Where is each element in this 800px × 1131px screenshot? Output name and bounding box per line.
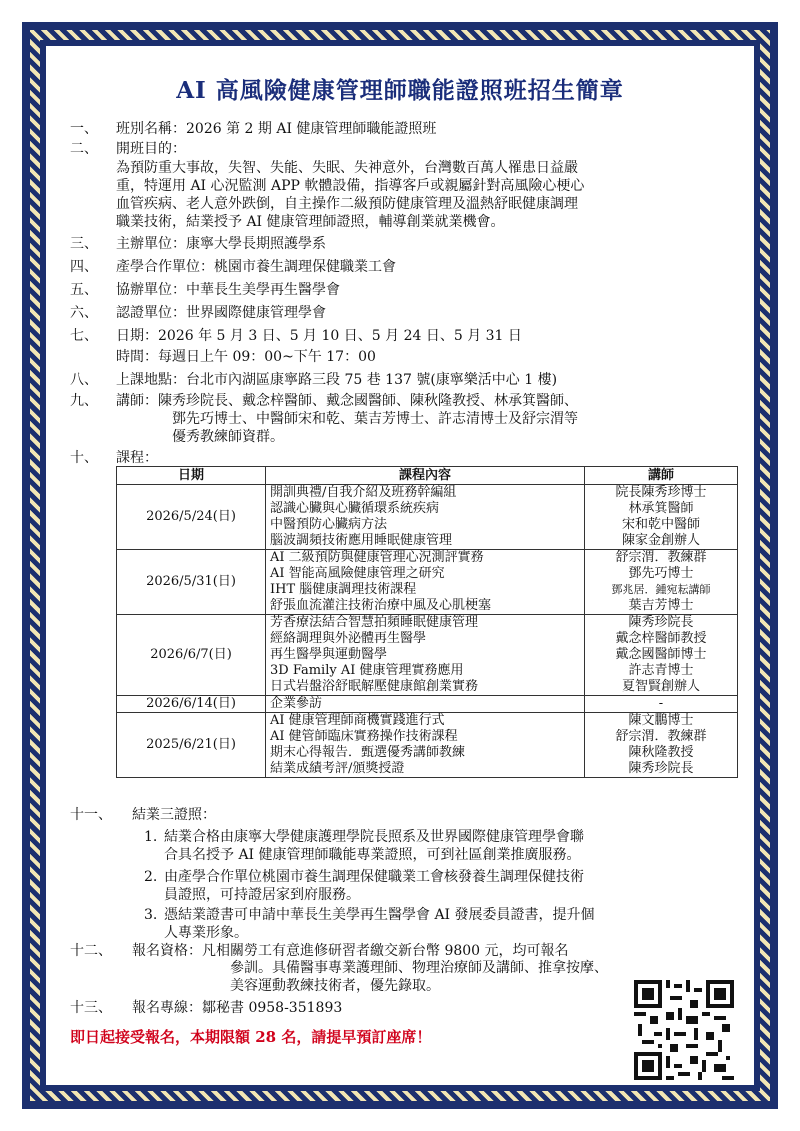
row-teacher xyxy=(585,615,738,696)
item-12-num: 十二、 xyxy=(70,943,112,959)
row-teacher xyxy=(585,696,738,713)
row-date: 2026/6/14(日) xyxy=(117,696,266,713)
teacher-item: 院長陳秀珍博士 xyxy=(615,485,707,500)
item-11-num: 十一、 xyxy=(70,807,112,823)
qr-code-icon[interactable] xyxy=(634,980,734,1080)
item-4-num: 四、 xyxy=(70,259,98,275)
course-table xyxy=(116,466,738,778)
item-5-text: 協辦單位：中華長生美學再生醫學會 xyxy=(116,282,340,298)
course-item: 認識心臟與心臟循環系統疾病 xyxy=(270,501,440,516)
teacher-item: 陳家金創辦人 xyxy=(621,533,700,548)
header-teacher: 講師 xyxy=(585,467,738,485)
table-row xyxy=(117,696,738,713)
cert-1-num: 1. xyxy=(144,829,158,845)
document-title: AI 高風險健康管理師職能證照班招生簡章 xyxy=(176,77,624,104)
course-item: AI 健管師臨床實務操作技術課程 xyxy=(270,729,458,744)
item-2-num: 二、 xyxy=(70,141,98,157)
item-11-text: 結業三證照： xyxy=(132,807,216,823)
item-13-num: 十三、 xyxy=(70,1000,112,1016)
teacher-item: 舒宗渭．教練群 xyxy=(615,550,707,565)
teacher-item: - xyxy=(658,696,664,711)
table-row xyxy=(117,550,738,615)
teacher-item: 葉吉芳博士 xyxy=(628,598,694,613)
item-6-num: 六、 xyxy=(70,305,98,321)
course-item: 中醫預防心臟病方法 xyxy=(270,517,388,532)
row-date: 2026/5/31(日) xyxy=(117,550,266,615)
row-content xyxy=(266,550,585,615)
teacher-item: 夏智賢創辦人 xyxy=(621,679,700,694)
item-7-date: 日期：2026 年 5 月 3 日、5 月 10 日、5 月 24 日、5 月 31 日 xyxy=(116,328,522,344)
item-9-line-2: 優秀教練師資群。 xyxy=(172,429,284,445)
teacher-item: 陳秋隆教授 xyxy=(628,745,694,760)
row-date: 2026/5/24(日) xyxy=(117,485,266,550)
course-item: 再生醫學與運動醫學 xyxy=(270,647,388,662)
cert-3-line-2: 人專業形象。 xyxy=(164,925,248,941)
teacher-item: 陳文鵬博士 xyxy=(628,713,694,728)
teacher-item: 林承箕醫師 xyxy=(628,501,694,516)
item-3-text: 主辦單位：康寧大學長期照護學系 xyxy=(116,236,326,252)
row-date: 2026/6/7(日) xyxy=(117,615,266,696)
row-content xyxy=(266,615,585,696)
course-item: 結業成績考評/頒獎授證 xyxy=(270,761,405,776)
row-content xyxy=(266,713,585,778)
item-8-text: 上課地點：台北市內湖區康寧路三段 75 巷 137 號(康寧樂活中心 1 樓) xyxy=(116,372,558,388)
item-10-num: 十、 xyxy=(70,450,98,466)
teacher-item: 宋和乾中醫師 xyxy=(621,517,700,532)
course-item: 舒張血流灌注技術治療中風及心肌梗塞 xyxy=(270,598,492,613)
teacher-item: 舒宗渭．教練群 xyxy=(615,729,707,744)
row-content xyxy=(266,485,585,550)
table-row xyxy=(117,713,738,778)
item-9-num: 九、 xyxy=(70,393,98,409)
item-10-text: 課程： xyxy=(116,450,158,466)
course-item: 腦波調頻技術應用睡眠健康管理 xyxy=(270,533,453,548)
row-content xyxy=(266,696,585,713)
course-item: 芳香療法結合智慧拍頻睡眠健康管理 xyxy=(270,615,479,630)
table-row xyxy=(117,485,738,550)
course-item: 開訓典禮/自我介紹及班務幹編組 xyxy=(270,485,457,500)
cert-1-line-2: 合具名授予 AI 健康管理師職能專業證照，可到社區創業推廣服務。 xyxy=(164,847,581,863)
item-3-num: 三、 xyxy=(70,236,98,252)
course-item: 3D Family AI 健康管理實務應用 xyxy=(270,663,464,678)
row-date: 2025/6/21(日) xyxy=(117,713,266,778)
course-item: 日式岩盤浴舒眠解壓健康館創業實務 xyxy=(270,679,479,694)
header-content: 課程內容 xyxy=(266,467,585,485)
item-7-num: 七、 xyxy=(70,328,98,344)
item-1-text: 班別名稱：2026 第 2 期 AI 健康管理師職能證照班 xyxy=(116,121,437,137)
table-row xyxy=(117,615,738,696)
course-item: AI 健康管理師商機實踐進行式 xyxy=(270,713,445,728)
row-teacher xyxy=(585,550,738,615)
document-page xyxy=(46,46,754,1085)
course-item: AI 二級預防與健康管理心況測評實務 xyxy=(270,550,484,565)
teacher-item: 鄧先巧博士 xyxy=(628,566,694,581)
item-2-text: 開班目的： xyxy=(116,141,186,157)
cert-2-line-1: 由產學合作單位桃園市養生調理保健職業工會核發養生調理保健技術 xyxy=(164,869,584,885)
item-12-text: 報名資格：凡相關勞工有意進修研習者繳交新台幣 9800 元，均可報名 xyxy=(132,943,569,959)
cert-2-line-2: 員證照，可持證居家到府服務。 xyxy=(164,887,360,903)
cert-3-num: 3. xyxy=(144,907,158,923)
table-header-row xyxy=(117,467,738,485)
item-9-text: 講師：陳秀珍院長、戴念梓醫師、戴念國醫師、陳秋隆教授、林承箕醫師、 xyxy=(116,393,578,409)
item-12-line-1: 參訓。具備醫事專業護理師、物理治療師及講師、推拿按摩、 xyxy=(230,960,608,976)
course-item: IHT 腦健康調理技術課程 xyxy=(270,582,417,597)
item-2-line-1: 為預防重大事故，失智、失能、失眠、失神意外，台灣數百萬人罹患日益嚴 xyxy=(116,160,578,176)
course-item: 經絡調理與外泌體再生醫學 xyxy=(270,631,427,646)
item-7-time: 時間：每週日上午 09：00~下午 17：00 xyxy=(116,349,376,365)
item-6-text: 認證單位：世界國際健康管理學會 xyxy=(116,305,326,321)
course-item: AI 智能高風險健康管理之研究 xyxy=(270,566,445,581)
item-8-num: 八、 xyxy=(70,372,98,388)
item-12-line-2: 美容運動教練技術者，優先錄取。 xyxy=(230,978,440,994)
teacher-item: 戴念梓醫師教授 xyxy=(615,631,707,646)
row-teacher xyxy=(585,485,738,550)
item-4-text: 產學合作單位：桃園市養生調理保健職業工會 xyxy=(116,259,396,275)
teacher-item: 陳秀珍院長 xyxy=(628,761,694,776)
item-2-line-2: 重，特運用 AI 心況監測 APP 軟體設備，指導客戶或親屬針對高風險心梗心 xyxy=(116,178,585,194)
footer-notice: 即日起接受報名，本期限額 28 名，請提早預訂座席！ xyxy=(70,1028,432,1046)
item-13-text: 報名專線：鄒秘書 0958-351893 xyxy=(132,1000,343,1016)
item-5-num: 五、 xyxy=(70,282,98,298)
course-item: 期末心得報告．甄選優秀講師教練 xyxy=(270,745,466,760)
teacher-item: 鄧兆居．鍾宛耘講師 xyxy=(611,583,711,596)
course-item: 企業參訪 xyxy=(270,696,323,711)
item-2-line-3: 血管疾病、老人意外跌倒，自主操作二級預防健康管理及溫熱舒眠健康調理 xyxy=(116,196,578,212)
teacher-item: 陳秀珍院長 xyxy=(628,615,694,630)
item-1-num: 一、 xyxy=(70,121,98,137)
header-date: 日期 xyxy=(117,467,266,485)
item-2-line-4: 職業技術，結業授予 AI 健康管理師證照，輔導創業就業機會。 xyxy=(116,214,505,230)
teacher-item: 許志青博士 xyxy=(628,663,694,678)
row-teacher xyxy=(585,713,738,778)
cert-3-line-1: 憑結業證書可申請中華長生美學再生醫學會 AI 發展委員證書，提升個 xyxy=(164,907,595,923)
item-9-line-1: 鄧先巧博士、中醫師宋和乾、葉吉芳博士、許志清博士及舒宗渭等 xyxy=(172,411,578,427)
teacher-item: 戴念國醫師博士 xyxy=(615,647,707,662)
cert-1-line-1: 結業合格由康寧大學健康護理學院長照系及世界國際健康管理學會聯 xyxy=(164,829,584,845)
cert-2-num: 2. xyxy=(144,869,158,885)
